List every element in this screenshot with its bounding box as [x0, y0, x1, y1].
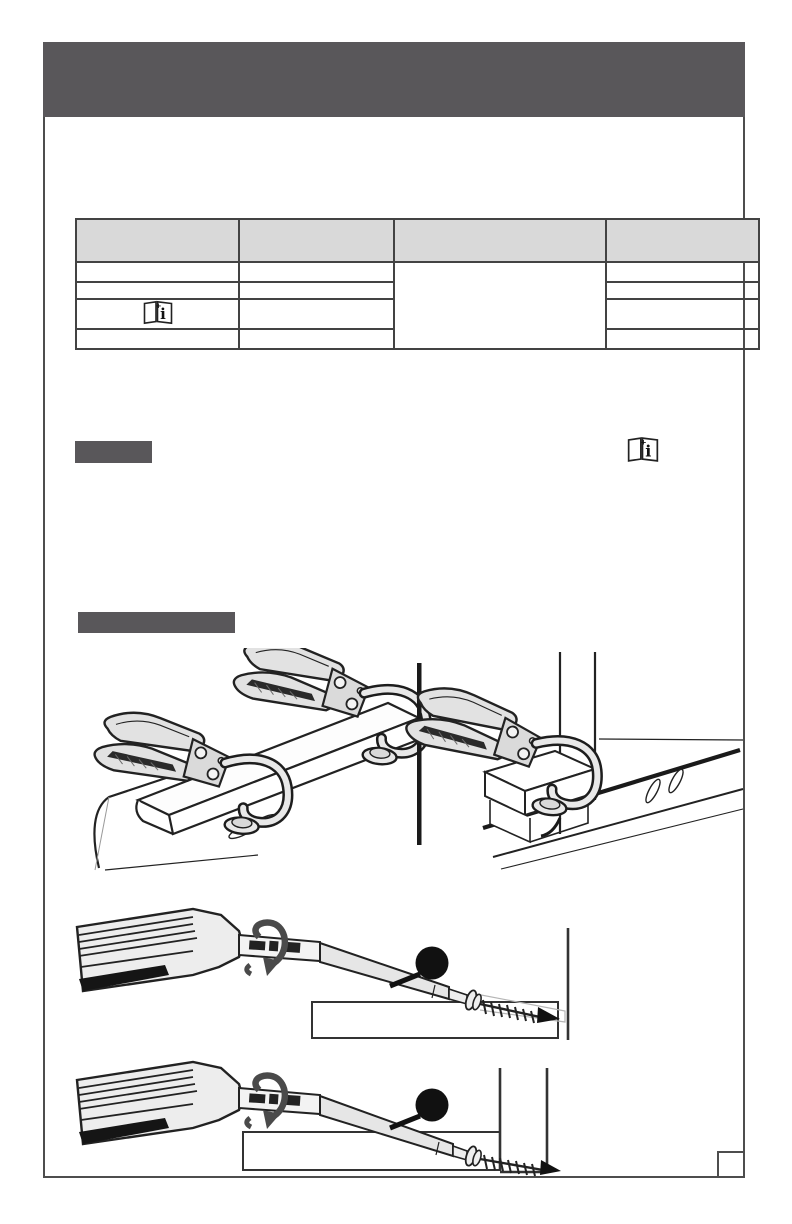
manual-icon-wrap: [626, 436, 660, 468]
table-cell: [239, 262, 394, 282]
table-cell-merged: [394, 262, 606, 349]
figure-clamps-left: [89, 648, 434, 870]
svg-text:+: +: [640, 437, 647, 447]
table-cell: [239, 299, 394, 329]
section-badge: [78, 612, 235, 633]
table-cell: [76, 262, 239, 282]
driver-tool: [77, 909, 560, 1023]
figure-clamps-right: [397, 652, 743, 869]
table-cell: [76, 282, 239, 299]
table-cell: [606, 299, 759, 329]
table-row: [76, 262, 759, 282]
svg-text:i: i: [159, 305, 166, 323]
table-col-header: [394, 219, 606, 262]
table-cell: [606, 282, 759, 299]
page-number-box: [717, 1151, 745, 1178]
label-box: [312, 1002, 558, 1038]
table-cell: [76, 299, 239, 329]
manual-icon: [626, 436, 660, 463]
table-col-header: [606, 219, 759, 262]
callout-dot: [390, 1089, 449, 1129]
table-cell: [76, 329, 239, 349]
note-badge: [75, 441, 152, 463]
table-header-row: [76, 219, 759, 262]
manual-icon: [142, 300, 174, 325]
figure-clamp-illustrations: [43, 648, 745, 876]
driver-tool: [77, 1062, 561, 1176]
figure-screw-step-1: [43, 905, 745, 1047]
table-col-header: [76, 219, 239, 262]
page-header-banner: [43, 42, 745, 117]
table-cell: [606, 262, 759, 282]
table-col-header: [239, 219, 394, 262]
table-cell: [239, 329, 394, 349]
table-cell: [606, 329, 759, 349]
panel-divider: [417, 663, 422, 845]
svg-text:+: +: [155, 302, 161, 310]
parts-table: [75, 218, 760, 350]
table-cell: [239, 282, 394, 299]
figure-screw-step-2: [43, 1052, 745, 1178]
svg-text:i: i: [645, 441, 652, 461]
